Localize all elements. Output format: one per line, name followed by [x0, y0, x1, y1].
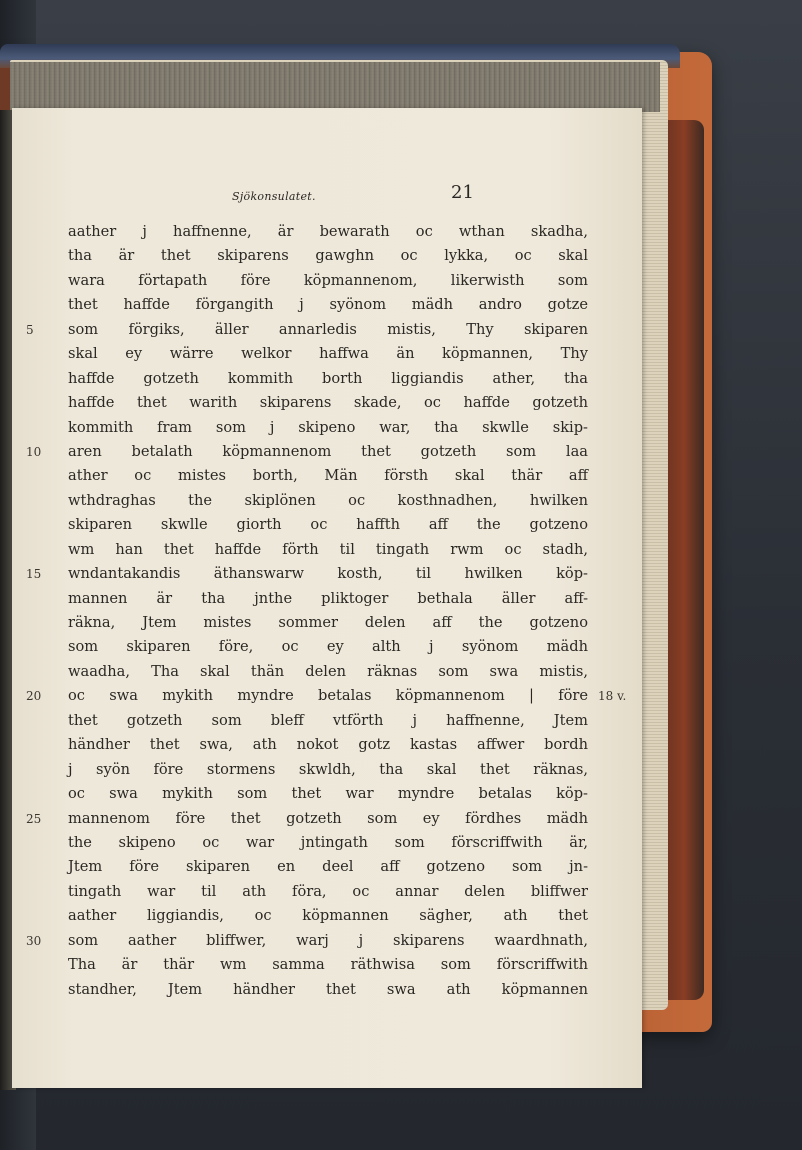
- line-text: Tha är thär wm samma räthwisa som förscriffwith: [68, 956, 588, 974]
- line-text: wndantakandis äthanswarw kosth, til hwilken köp-: [68, 565, 588, 583]
- text-line: [68, 342, 588, 366]
- line-text: räkna, Jtem mistes sommer delen aff the gotzeno: [68, 614, 588, 631]
- text-line: [68, 391, 588, 415]
- text-line: [68, 953, 588, 977]
- line-text: wara förtapath före köpmannenom, likerwisth som: [68, 271, 588, 289]
- line-text: wm han thet haffde förth til tingath rwm oc stadh,: [68, 540, 588, 558]
- text-line: [68, 880, 588, 904]
- line-text: thet haffde förgangith j syönom mädh andro gotze: [68, 296, 588, 314]
- text-line: [26, 440, 588, 464]
- line-text: thet gotzeth som bleff vtförth j haffnenne, Jtem: [68, 711, 588, 729]
- line-text: mannen är tha jnthe pliktoger bethala äller aff-: [68, 589, 588, 607]
- line-text: mannenom före thet gotzeth som ey fördhes mädh: [68, 809, 588, 827]
- running-head: Sjökonsulatet.: [232, 190, 316, 203]
- line-text: haffde thet warith skiparens skade, oc haffde gotzeth: [68, 394, 588, 412]
- line-text: aather j haffnenne, är bewarath oc wthan skadha,: [68, 223, 588, 240]
- text-line: [68, 489, 588, 513]
- line-text: händher thet swa, ath nokot gotz kastas affwer bordh: [68, 736, 588, 754]
- line-number: 25: [26, 811, 42, 826]
- page-number: 21: [451, 182, 474, 203]
- text-line: [26, 318, 588, 342]
- body-text: [26, 220, 627, 1002]
- text-line: [68, 220, 588, 244]
- text-line: [68, 978, 588, 1002]
- text-line: [68, 269, 588, 293]
- line-text: oc swa mykith som thet war myndre betalas köp-: [68, 785, 588, 803]
- text-line: [68, 538, 588, 562]
- book-page: [12, 108, 642, 1088]
- line-number: 30: [26, 933, 42, 948]
- text-line: [68, 367, 588, 391]
- line-text: aren betalath köpmannenom thet gotzeth som laa: [68, 442, 588, 460]
- line-text: skal ey wärre welkor haffwa än köpmannen, Thy: [68, 345, 588, 363]
- line-text: haffde gotzeth kommith borth liggiandis ather, tha: [68, 369, 588, 387]
- line-text: som aather bliffwer, warj j skiparens waardhnath,: [68, 931, 588, 949]
- line-text: tha är thet skiparens gawghn oc lykka, oc skal: [68, 247, 588, 265]
- text-line: [68, 244, 588, 268]
- line-number: 15: [26, 567, 42, 582]
- text-line: [68, 513, 588, 537]
- line-text: tingath war til ath föra, oc annar delen bliffwer: [68, 882, 588, 900]
- margin-note: 18 v.: [598, 689, 627, 704]
- book-cover-right-edge: [664, 120, 704, 1000]
- line-text: waadha, Tha skal thän delen räknas som swa mistis,: [68, 662, 588, 680]
- text-line: [68, 611, 588, 635]
- line-text: the skipeno oc war jntingath som förscriffwith är,: [68, 833, 588, 851]
- text-line: [26, 562, 588, 586]
- line-text: standher, Jtem händher thet swa ath köpmannen: [68, 980, 588, 998]
- line-text: som förgiks, äller annarledis mistis, Thy skiparen: [68, 320, 588, 338]
- line-number: 5: [26, 322, 34, 337]
- text-line: [68, 709, 588, 733]
- text-line: [68, 416, 588, 440]
- text-line: [68, 733, 588, 757]
- line-number: 10: [26, 444, 42, 459]
- line-text: aather liggiandis, oc köpmannen sägher, ath thet: [68, 907, 588, 925]
- line-text: som skiparen före, oc ey alth j syönom mädh: [68, 638, 588, 656]
- line-text: oc swa mykith myndre betalas köpmannenom | före: [68, 687, 588, 705]
- text-line: [26, 929, 588, 953]
- text-line: [68, 904, 588, 928]
- text-line: [68, 758, 588, 782]
- page-top-gilt-edge: [10, 62, 660, 112]
- text-line: [68, 831, 588, 855]
- line-text: kommith fram som j skipeno war, tha skwlle skip-: [68, 418, 588, 436]
- text-line: [26, 684, 627, 708]
- line-text: ather oc mistes borth, Män försth skal thär aff: [68, 467, 588, 485]
- text-line: [68, 782, 588, 806]
- text-line: [26, 807, 588, 831]
- line-text: skiparen skwlle giorth oc haffth aff the gotzeno: [68, 516, 588, 534]
- text-line: [68, 464, 588, 488]
- line-number: 20: [26, 689, 42, 704]
- text-line: [68, 635, 588, 659]
- line-text: j syön före stormens skwldh, tha skal thet räknas,: [68, 760, 588, 778]
- text-line: [68, 587, 588, 611]
- text-line: [68, 660, 588, 684]
- page-header: [12, 182, 642, 214]
- line-text: Jtem före skiparen en deel aff gotzeno som jn-: [68, 858, 588, 876]
- text-line: [68, 855, 588, 879]
- line-text: wthdraghas the skiplönen oc kosthnadhen, hwilken: [68, 491, 588, 509]
- text-line: [68, 293, 588, 317]
